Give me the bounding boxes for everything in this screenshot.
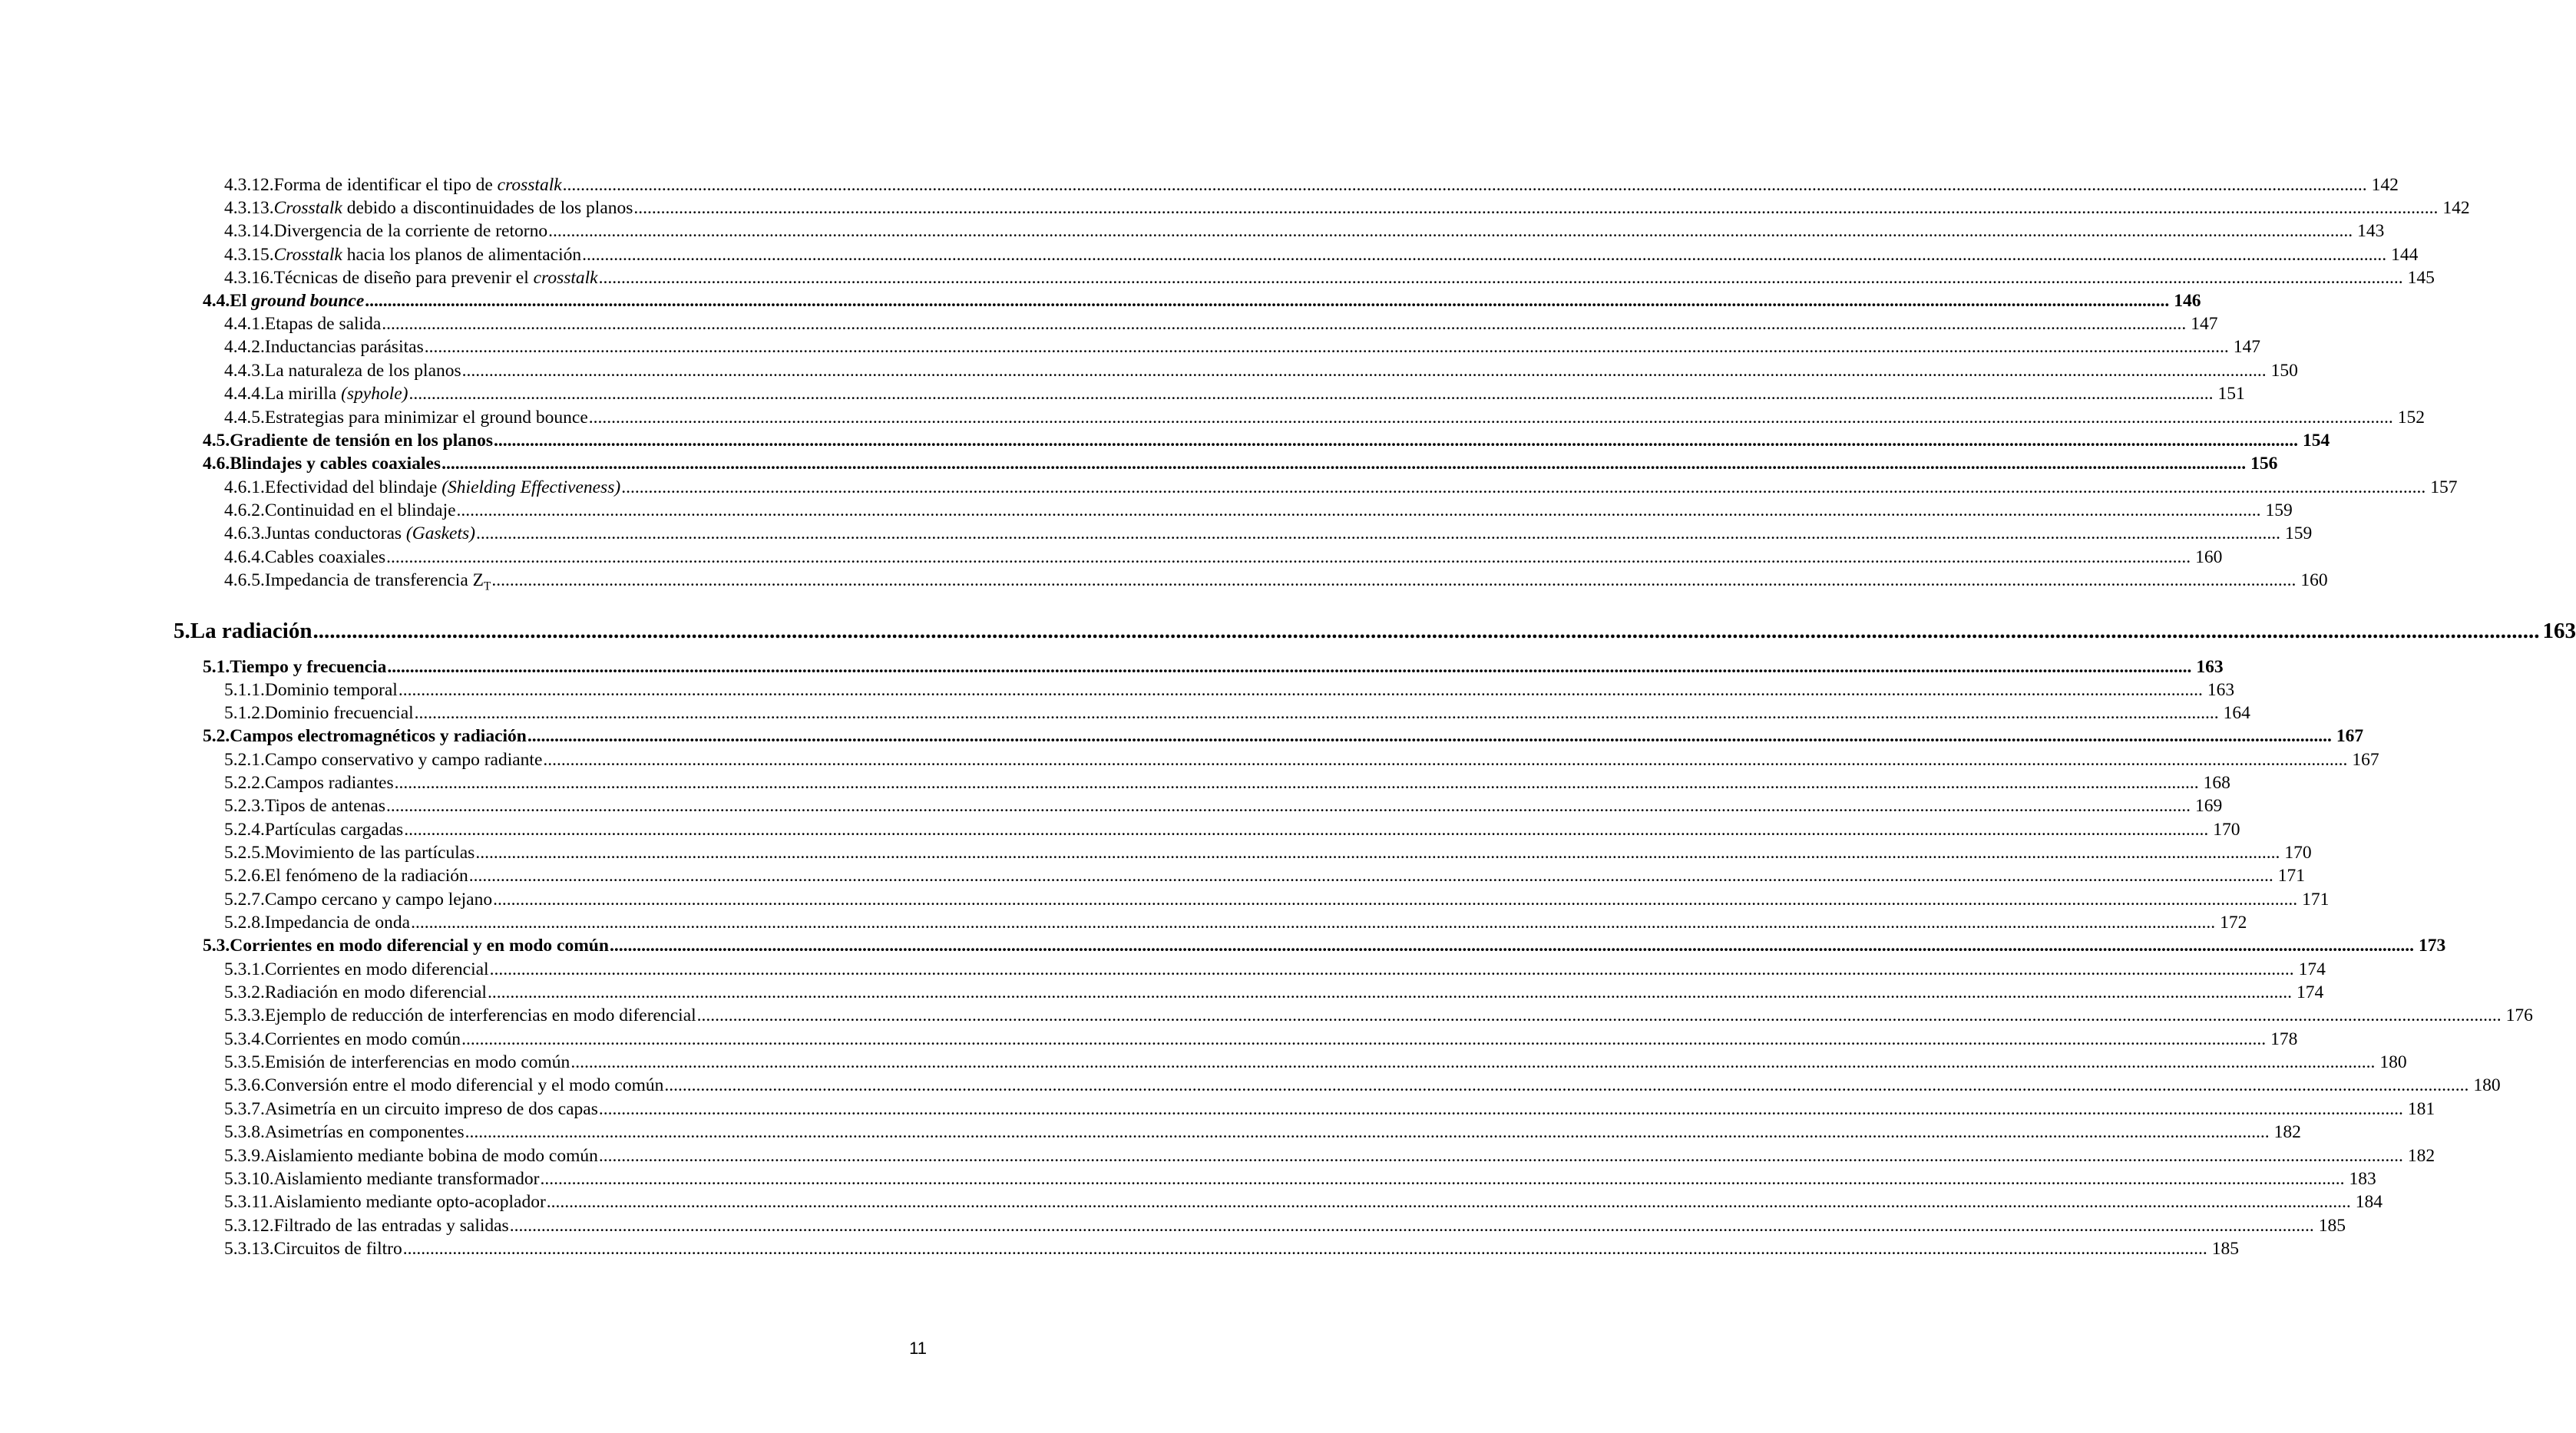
toc-entry[interactable] xyxy=(224,360,2298,381)
toc-entry-title xyxy=(265,1121,465,1143)
dot-leader: ................................................................................................................................................................................................................................................................................................................................................................................................................ xyxy=(402,1239,2207,1259)
toc-entry-title-part: Continuidad en el blindaje xyxy=(264,500,456,520)
toc-entry-page: 168 xyxy=(2203,773,2230,793)
dot-leader: ................................................................................................................................................................................................................................................................................................................................................................................................................ xyxy=(408,384,2214,404)
toc-entry-page: 145 xyxy=(2407,268,2435,288)
toc-entry-number: 5.2.4. xyxy=(224,820,265,840)
toc-entry[interactable] xyxy=(224,772,2230,794)
toc-entry[interactable] xyxy=(224,679,2235,701)
toc-entry-number: 4.5. xyxy=(203,431,230,451)
toc-entry-page: 170 xyxy=(2284,843,2312,863)
toc-entry-title-part: Movimiento de las partículas xyxy=(264,843,475,863)
toc-entry-title xyxy=(274,1168,540,1190)
toc-entry-number: 5.3.9. xyxy=(224,1146,265,1166)
toc-entry[interactable] xyxy=(224,795,2223,817)
toc-entry-title-part: Campos radiantes xyxy=(264,773,394,793)
dot-leader: ................................................................................................................................................................................................................................................................................................................................................................................................................ xyxy=(598,1146,2403,1166)
toc-entry-title xyxy=(265,570,491,598)
page-number: 11 xyxy=(909,1339,927,1358)
toc-entry-title xyxy=(265,477,620,498)
toc-entry-title xyxy=(274,267,598,289)
toc-entry[interactable] xyxy=(224,1121,2301,1143)
toc-entry-title-part: Crosstalk xyxy=(273,198,342,218)
toc-entry-page: 169 xyxy=(2194,796,2223,816)
toc-entry[interactable] xyxy=(224,865,2306,887)
toc-entry-page: 159 xyxy=(2284,523,2313,543)
toc-entry-title xyxy=(273,1191,546,1213)
toc-entry-title-part: hacia los planos de alimentación xyxy=(342,245,582,265)
dot-leader: ................................................................................................................................................................................................................................................................................................................................................................................................................ xyxy=(540,1169,2345,1189)
toc-entry-page: 185 xyxy=(2211,1239,2239,1259)
toc-entry-title xyxy=(230,656,386,678)
toc-entry[interactable] xyxy=(224,546,2223,568)
dot-leader: ................................................................................................................................................................................................................................................................................................................................................................................................................ xyxy=(475,843,2280,863)
toc-entry-page: 157 xyxy=(2430,477,2458,497)
toc-entry[interactable] xyxy=(224,1215,2346,1237)
dot-leader: ................................................................................................................................................................................................................................................................................................................................................................................................................ xyxy=(487,982,2292,1002)
toc-entry-number: 4.4.3. xyxy=(224,361,265,381)
toc-entry-title xyxy=(274,244,582,266)
toc-entry-title-part: Aislamiento mediante bobina de modo común xyxy=(264,1146,598,1166)
toc-entry-title xyxy=(265,523,475,544)
toc-entry-title-part: (spyhole) xyxy=(341,384,408,404)
dot-leader: ................................................................................................................................................................................................................................................................................................................................................................................................................ xyxy=(468,866,2273,886)
toc-entry-title-part: Forma de identificar el tipo de xyxy=(273,175,498,195)
dot-leader: ................................................................................................................................................................................................................................................................................................................................................................................................................ xyxy=(456,500,2261,520)
toc-entry-title xyxy=(265,1098,598,1120)
toc-entry-title xyxy=(265,407,588,428)
toc-entry-page: 142 xyxy=(2442,198,2470,218)
toc-entry-title xyxy=(265,360,461,381)
toc-entry-title xyxy=(265,679,398,701)
toc-entry-title-part: Efectividad del blindaje xyxy=(264,477,442,497)
toc-entry-title-part: Radiación en modo diferencial xyxy=(264,982,487,1002)
dot-leader: ................................................................................................................................................................................................................................................................................................................................................................................................................ xyxy=(609,936,2414,956)
dot-leader: ................................................................................................................................................................................................................................................................................................................................................................................................................ xyxy=(582,245,2387,265)
toc-entry-title-part: Tipos de antenas xyxy=(264,796,385,816)
toc-entry-title-part: La radiación xyxy=(190,619,312,643)
toc-entry-title-part: Circuitos de filtro xyxy=(273,1239,402,1259)
toc-entry-title xyxy=(265,772,394,794)
dot-leader: ................................................................................................................................................................................................................................................................................................................................................................................................................ xyxy=(493,890,2298,910)
toc-entry-title xyxy=(230,935,609,956)
toc-entry-page: 183 xyxy=(2349,1169,2376,1189)
toc-entry-page: 163 xyxy=(2542,619,2576,643)
toc-entry-number: 5.2.7. xyxy=(224,890,265,910)
dot-leader: ................................................................................................................................................................................................................................................................................................................................................................................................................ xyxy=(385,796,2191,816)
toc-entry-page: 152 xyxy=(2397,408,2426,428)
toc-entry-title-part: Blindajes y cables coaxiales xyxy=(230,454,441,474)
toc-entry-page: 160 xyxy=(2195,547,2223,567)
toc-entry-title-part: Aislamiento mediante opto-acoplador xyxy=(273,1192,546,1212)
toc-entry-title xyxy=(265,959,489,980)
toc-entry[interactable] xyxy=(224,1029,2298,1050)
toc-entry-number: 4.4.2. xyxy=(224,337,265,357)
toc-entry-page: 147 xyxy=(2233,337,2260,357)
toc-entry-number: 4.3.15. xyxy=(224,245,274,265)
toc-entry-page: 159 xyxy=(2265,500,2293,520)
toc-entry-title-part: Estrategias para minimizar el ground bounce xyxy=(264,408,588,428)
dot-leader: ................................................................................................................................................................................................................................................................................................................................................................................................................ xyxy=(570,1052,2376,1072)
toc-entry-title xyxy=(265,336,424,358)
toc-entry-title-part: Emisión de interferencias en modo común xyxy=(264,1052,570,1072)
toc-entry-number: 5.1.1. xyxy=(224,680,265,700)
toc-entry-page: 150 xyxy=(2270,361,2298,381)
toc-entry[interactable] xyxy=(224,702,2250,724)
toc-entry[interactable] xyxy=(224,500,2293,521)
toc-entry-title-part: El xyxy=(230,291,252,311)
dot-leader: ................................................................................................................................................................................................................................................................................................................................................................................................................ xyxy=(461,361,2267,381)
dot-leader: ................................................................................................................................................................................................................................................................................................................................................................................................................ xyxy=(411,913,2216,933)
dot-leader: ................................................................................................................................................................................................................................................................................................................................................................................................................ xyxy=(382,314,2187,334)
toc-entry-number: 5.3. xyxy=(203,936,230,956)
toc-entry-title-part: Gradiente de tensión en los planos xyxy=(230,431,493,451)
toc-entry-title-part: Campo conservativo y campo radiante xyxy=(264,750,543,770)
dot-leader: ................................................................................................................................................................................................................................................................................................................................................................................................................ xyxy=(562,175,2367,195)
dot-leader: ................................................................................................................................................................................................................................................................................................................................................................................................................ xyxy=(475,523,2280,543)
toc-entry[interactable] xyxy=(224,197,2470,219)
toc-entry-number: 4.4.1. xyxy=(224,314,265,334)
toc-entry-title-part: Filtrado de las entradas y salidas xyxy=(273,1216,509,1236)
toc-entry[interactable] xyxy=(224,1005,2533,1026)
toc-entry-page: 173 xyxy=(2418,936,2446,956)
toc-entry-title xyxy=(265,795,385,817)
toc-entry-title-part: ground bounce xyxy=(251,291,365,311)
toc-entry[interactable] xyxy=(224,1238,2239,1260)
toc-entry-number: 4.3.16. xyxy=(224,268,274,288)
dot-leader: ................................................................................................................................................................................................................................................................................................................................................................................................................ xyxy=(546,1192,2351,1212)
toc-entry-title xyxy=(265,889,492,910)
toc-entry-number: 5.3.12. xyxy=(224,1216,274,1236)
toc-entry-title xyxy=(265,546,385,568)
toc-entry-title-part: Asimetrías en componentes xyxy=(264,1122,465,1142)
toc-entry-title-part: Etapas de salida xyxy=(264,314,382,334)
toc-entry[interactable] xyxy=(224,477,2458,498)
toc-entry[interactable] xyxy=(224,244,2419,266)
toc-entry-number: 5.1.2. xyxy=(224,703,265,723)
toc-entry-title xyxy=(274,1215,509,1237)
toc-entry-page: 180 xyxy=(2473,1075,2501,1095)
toc-entry[interactable] xyxy=(224,749,2379,771)
toc-entry-title-part: Impedancia de transferencia Z xyxy=(264,570,484,590)
toc-entry[interactable] xyxy=(224,959,2326,980)
toc-entry-title xyxy=(274,1238,402,1260)
toc-entry[interactable] xyxy=(224,1098,2435,1120)
toc-entry-title-part: Tiempo y frecuencia xyxy=(230,657,387,677)
toc-entry-page: 171 xyxy=(2277,866,2306,886)
toc-entry-title-part: T xyxy=(483,579,491,593)
toc-entry[interactable] xyxy=(224,1052,2407,1073)
toc-entry-title-part: debido a discontinuidades de los planos xyxy=(342,198,633,218)
dot-leader: ................................................................................................................................................................................................................................................................................................................................................................................................................ xyxy=(494,431,2298,451)
toc-entry[interactable] xyxy=(224,842,2312,863)
toc-entry[interactable] xyxy=(224,174,2399,196)
toc-entry-page: 160 xyxy=(2300,570,2328,590)
toc-entry[interactable] xyxy=(224,1075,2501,1096)
toc-entry-number: 5.3.3. xyxy=(224,1005,265,1025)
toc-entry-page: 174 xyxy=(2298,959,2326,979)
dot-leader: ................................................................................................................................................................................................................................................................................................................................................................................................................ xyxy=(588,408,2393,428)
dot-leader: ................................................................................................................................................................................................................................................................................................................................................................................................................ xyxy=(664,1075,2469,1095)
toc-entry-number: 5.3.1. xyxy=(224,959,265,979)
toc-entry-number: 5.3.10. xyxy=(224,1169,274,1189)
toc-entry-title-part: El fenómeno de la radiación xyxy=(264,866,468,886)
toc-entry-page: 184 xyxy=(2355,1192,2383,1212)
dot-leader: ................................................................................................................................................................................................................................................................................................................................................................................................................ xyxy=(465,1122,2270,1142)
dot-leader: ................................................................................................................................................................................................................................................................................................................................................................................................................ xyxy=(598,268,2403,288)
toc-entry-title-part: Asimetría en un circuito impreso de dos capas xyxy=(264,1099,598,1119)
toc-entry-page: 170 xyxy=(2213,820,2240,840)
toc-entry-title xyxy=(265,912,410,933)
toc-entry-title-part: Corrientes en modo común xyxy=(264,1029,461,1049)
dot-leader: ................................................................................................................................................................................................................................................................................................................................................................................................................ xyxy=(548,221,2353,241)
toc-entry-page: 163 xyxy=(2196,657,2224,677)
dot-leader: ................................................................................................................................................................................................................................................................................................................................................................................................................ xyxy=(365,291,2170,311)
toc-entry-page: 171 xyxy=(2302,890,2330,910)
toc-entry-page: 178 xyxy=(2270,1029,2298,1049)
toc-entry-number: 4.6.2. xyxy=(224,500,265,520)
dot-leader: ................................................................................................................................................................................................................................................................................................................................................................................................................ xyxy=(424,337,2229,357)
toc-entry-title-part: Técnicas de diseño para prevenir el xyxy=(273,268,534,288)
toc-entry-number: 4.6.5. xyxy=(224,570,265,590)
dot-leader: ................................................................................................................................................................................................................................................................................................................................................................................................................ xyxy=(696,1005,2502,1025)
toc-entry-number: 4.4.4. xyxy=(224,384,265,404)
toc-entry[interactable] xyxy=(224,1145,2435,1167)
toc-entry[interactable] xyxy=(224,267,2435,289)
dot-leader: ................................................................................................................................................................................................................................................................................................................................................................................................................ xyxy=(394,773,2199,793)
toc-entry-title xyxy=(190,618,312,644)
toc-entry-number: 5.3.7. xyxy=(224,1099,265,1119)
toc-entry-title xyxy=(265,982,487,1003)
toc-entry-page: 154 xyxy=(2303,431,2330,451)
toc-entry[interactable] xyxy=(203,430,2330,451)
toc-entry[interactable] xyxy=(224,523,2313,544)
toc-entry-title-part: Divergencia de la corriente de retorno xyxy=(273,221,548,241)
dot-leader: ................................................................................................................................................................................................................................................................................................................................................................................................................ xyxy=(527,726,2332,746)
toc-entry-page: 156 xyxy=(2250,454,2278,474)
toc-entry-title-part: Corrientes en modo diferencial y en modo común xyxy=(230,936,609,956)
toc-entry-number: 5.2.2. xyxy=(224,773,265,793)
toc-entry-title xyxy=(265,865,468,887)
dot-leader: ................................................................................................................................................................................................................................................................................................................................................................................................................ xyxy=(461,1029,2267,1049)
toc-entry[interactable] xyxy=(203,453,2278,474)
toc-entry-title xyxy=(230,453,441,474)
toc-entry[interactable] xyxy=(203,290,2201,312)
toc-entry-title-part: Partículas cargadas xyxy=(264,820,404,840)
toc-entry-page: 143 xyxy=(2357,221,2385,241)
toc-entry[interactable] xyxy=(203,935,2446,956)
toc-entry-number: 4.4.5. xyxy=(224,408,265,428)
toc-entry-page: 167 xyxy=(2336,726,2364,746)
dot-leader: ................................................................................................................................................................................................................................................................................................................................................................................................................ xyxy=(509,1216,2314,1236)
dot-leader: ................................................................................................................................................................................................................................................................................................................................................................................................................ xyxy=(489,959,2294,979)
toc-entry-page: 185 xyxy=(2318,1216,2346,1236)
toc-entry-page: 174 xyxy=(2296,982,2324,1002)
dot-leader: ................................................................................................................................................................................................................................................................................................................................................................................................................ xyxy=(387,657,2192,677)
toc-entry[interactable] xyxy=(203,725,2364,747)
toc-entry-title-part: Dominio temporal xyxy=(264,680,398,700)
dot-leader: ................................................................................................................................................................................................................................................................................................................................................................................................................ xyxy=(543,750,2348,770)
toc-entry-title xyxy=(265,1145,598,1167)
toc-entry-title-part: Juntas conductoras xyxy=(264,523,406,543)
toc-entry-title xyxy=(274,220,547,242)
toc-entry-number: 4.3.12. xyxy=(224,175,274,195)
toc-entry[interactable] xyxy=(224,570,2328,598)
toc-entry-page: 146 xyxy=(2174,291,2201,311)
toc-entry-page: 176 xyxy=(2505,1005,2533,1025)
toc-entry[interactable] xyxy=(203,656,2224,678)
toc-entry-number: 4.6.3. xyxy=(224,523,265,543)
dot-leader: ................................................................................................................................................................................................................................................................................................................................................................................................................ xyxy=(404,820,2209,840)
toc-entry-title-part: Corrientes en modo diferencial xyxy=(264,959,489,979)
toc-entry-title-part: Aislamiento mediante transformador xyxy=(273,1169,540,1189)
toc-entry-title xyxy=(274,174,562,196)
toc-entry-title-part: Ejemplo de reducción de interferencias en modo diferencial xyxy=(264,1005,696,1025)
toc-entry-number: 5.2.8. xyxy=(224,913,265,933)
toc-entry-number: 5.1. xyxy=(203,657,230,677)
toc-entry-page: 147 xyxy=(2191,314,2218,334)
toc-entry-title xyxy=(230,725,527,747)
toc-entry-page: 167 xyxy=(2352,750,2379,770)
toc-entry-page: 144 xyxy=(2391,245,2419,265)
toc-entry-number: 5.2.3. xyxy=(224,796,265,816)
toc-entry-title-part: Impedancia de onda xyxy=(264,913,411,933)
dot-leader: ................................................................................................................................................................................................................................................................................................................................................................................................................ xyxy=(414,703,2219,723)
dot-leader: ................................................................................................................................................................................................................................................................................................................................................................................................................ xyxy=(441,454,2247,474)
toc-entry-title xyxy=(265,1052,570,1073)
toc-entry-number: 5.2.5. xyxy=(224,843,265,863)
toc-entry-title xyxy=(265,819,403,840)
dot-leader: ................................................................................................................................................................................................................................................................................................................................................................................................................ xyxy=(386,547,2191,567)
toc-entry-title-part: Conversión entre el modo diferencial y el modo común xyxy=(264,1075,664,1095)
toc-entry-number: 5.2.1. xyxy=(224,750,265,770)
toc-entry-title xyxy=(265,1005,696,1026)
toc-entry-title-part: crosstalk xyxy=(533,268,598,288)
toc-entry-number: 5. xyxy=(174,619,190,643)
dot-leader: ................................................................................................................................................................................................................................................................................................................................................................................................................ xyxy=(633,198,2439,218)
toc-entry-number: 4.6.1. xyxy=(224,477,265,497)
toc-entry-number: 4.6.4. xyxy=(224,547,265,567)
toc-entry-title-part: crosstalk xyxy=(497,175,562,195)
toc-entry[interactable] xyxy=(224,819,2240,840)
toc-entry[interactable] xyxy=(224,220,2385,242)
toc-entry-page: 181 xyxy=(2407,1099,2435,1119)
dot-leader: ................................................................................................................................................................................................................................................................................................................................................................................................................ xyxy=(312,619,2540,643)
toc-entry-number: 5.3.6. xyxy=(224,1075,265,1095)
toc-entry-page: 151 xyxy=(2217,384,2245,404)
toc-entry-title-part: Campo cercano y campo lejano xyxy=(264,890,493,910)
toc-entry-title xyxy=(230,290,364,312)
toc-entry-title-part: La naturaleza de los planos xyxy=(264,361,461,381)
toc-entry-title xyxy=(230,430,493,451)
toc-entry[interactable] xyxy=(224,982,2324,1003)
toc-entry[interactable] xyxy=(174,618,2576,644)
toc-entry-number: 5.3.13. xyxy=(224,1239,274,1259)
toc-entry-number: 5.3.8. xyxy=(224,1122,265,1142)
toc-entry-page: 182 xyxy=(2407,1146,2435,1166)
toc-entry-number: 4.3.14. xyxy=(224,221,274,241)
toc-entry-page: 180 xyxy=(2379,1052,2407,1072)
toc-entry-number: 5.3.2. xyxy=(224,982,265,1002)
toc-entry-number: 4.4. xyxy=(203,291,230,311)
toc-entry-title xyxy=(265,1029,461,1050)
toc-entry-title xyxy=(265,500,456,521)
toc-entry-page: 182 xyxy=(2273,1122,2301,1142)
toc-entry-title-part: Inductancias parásitas xyxy=(264,337,424,357)
toc-entry-title xyxy=(265,842,475,863)
toc-entry[interactable] xyxy=(224,407,2426,428)
toc-entry[interactable] xyxy=(224,313,2218,335)
toc-entry-number: 5.3.4. xyxy=(224,1029,265,1049)
toc-entry-page: 163 xyxy=(2207,680,2235,700)
toc-entry-title-part: Cables coaxiales xyxy=(264,547,386,567)
dot-leader: ................................................................................................................................................................................................................................................................................................................................................................................................................ xyxy=(491,570,2297,590)
toc-entry-title xyxy=(265,1075,663,1096)
toc-entry[interactable] xyxy=(224,912,2247,933)
toc-entry[interactable] xyxy=(224,1168,2376,1190)
toc-entry[interactable] xyxy=(224,336,2260,358)
toc-entry-number: 4.3.13. xyxy=(224,198,274,218)
toc-entry[interactable] xyxy=(224,889,2330,910)
toc-entry-page: 164 xyxy=(2223,703,2250,723)
toc-entry-number: 5.2. xyxy=(203,726,230,746)
toc-entry-title xyxy=(274,197,633,219)
toc-entry-number: 4.6. xyxy=(203,454,230,474)
dot-leader: ................................................................................................................................................................................................................................................................................................................................................................................................................ xyxy=(598,1099,2403,1119)
toc-entry[interactable] xyxy=(224,1191,2383,1213)
toc-entry-number: 5.2.6. xyxy=(224,866,265,886)
toc-entry-title xyxy=(265,702,414,724)
toc-entry-number: 5.3.5. xyxy=(224,1052,265,1072)
toc-entry-number: 5.3.11. xyxy=(224,1192,273,1212)
dot-leader: ................................................................................................................................................................................................................................................................................................................................................................................................................ xyxy=(398,680,2203,700)
toc-entry-title-part: Dominio frecuencial xyxy=(264,703,414,723)
dot-leader: ................................................................................................................................................................................................................................................................................................................................................................................................................ xyxy=(621,477,2426,497)
toc-entry-title-part: La mirilla xyxy=(264,384,342,404)
toc-entry[interactable] xyxy=(224,383,2245,404)
toc-entry-title xyxy=(265,383,408,404)
toc-entry-page: 172 xyxy=(2220,913,2247,933)
toc-entry-page: 142 xyxy=(2371,175,2399,195)
toc-entry-title xyxy=(265,749,543,771)
toc-entry-title-part: (Gaskets) xyxy=(405,523,475,543)
toc-entry-title-part: (Shielding Effectiveness) xyxy=(441,477,621,497)
toc-entry-title-part: Crosstalk xyxy=(273,245,342,265)
toc-entry-title-part: Campos electromagnéticos y radiación xyxy=(230,726,527,746)
toc-entry-title xyxy=(265,313,381,335)
